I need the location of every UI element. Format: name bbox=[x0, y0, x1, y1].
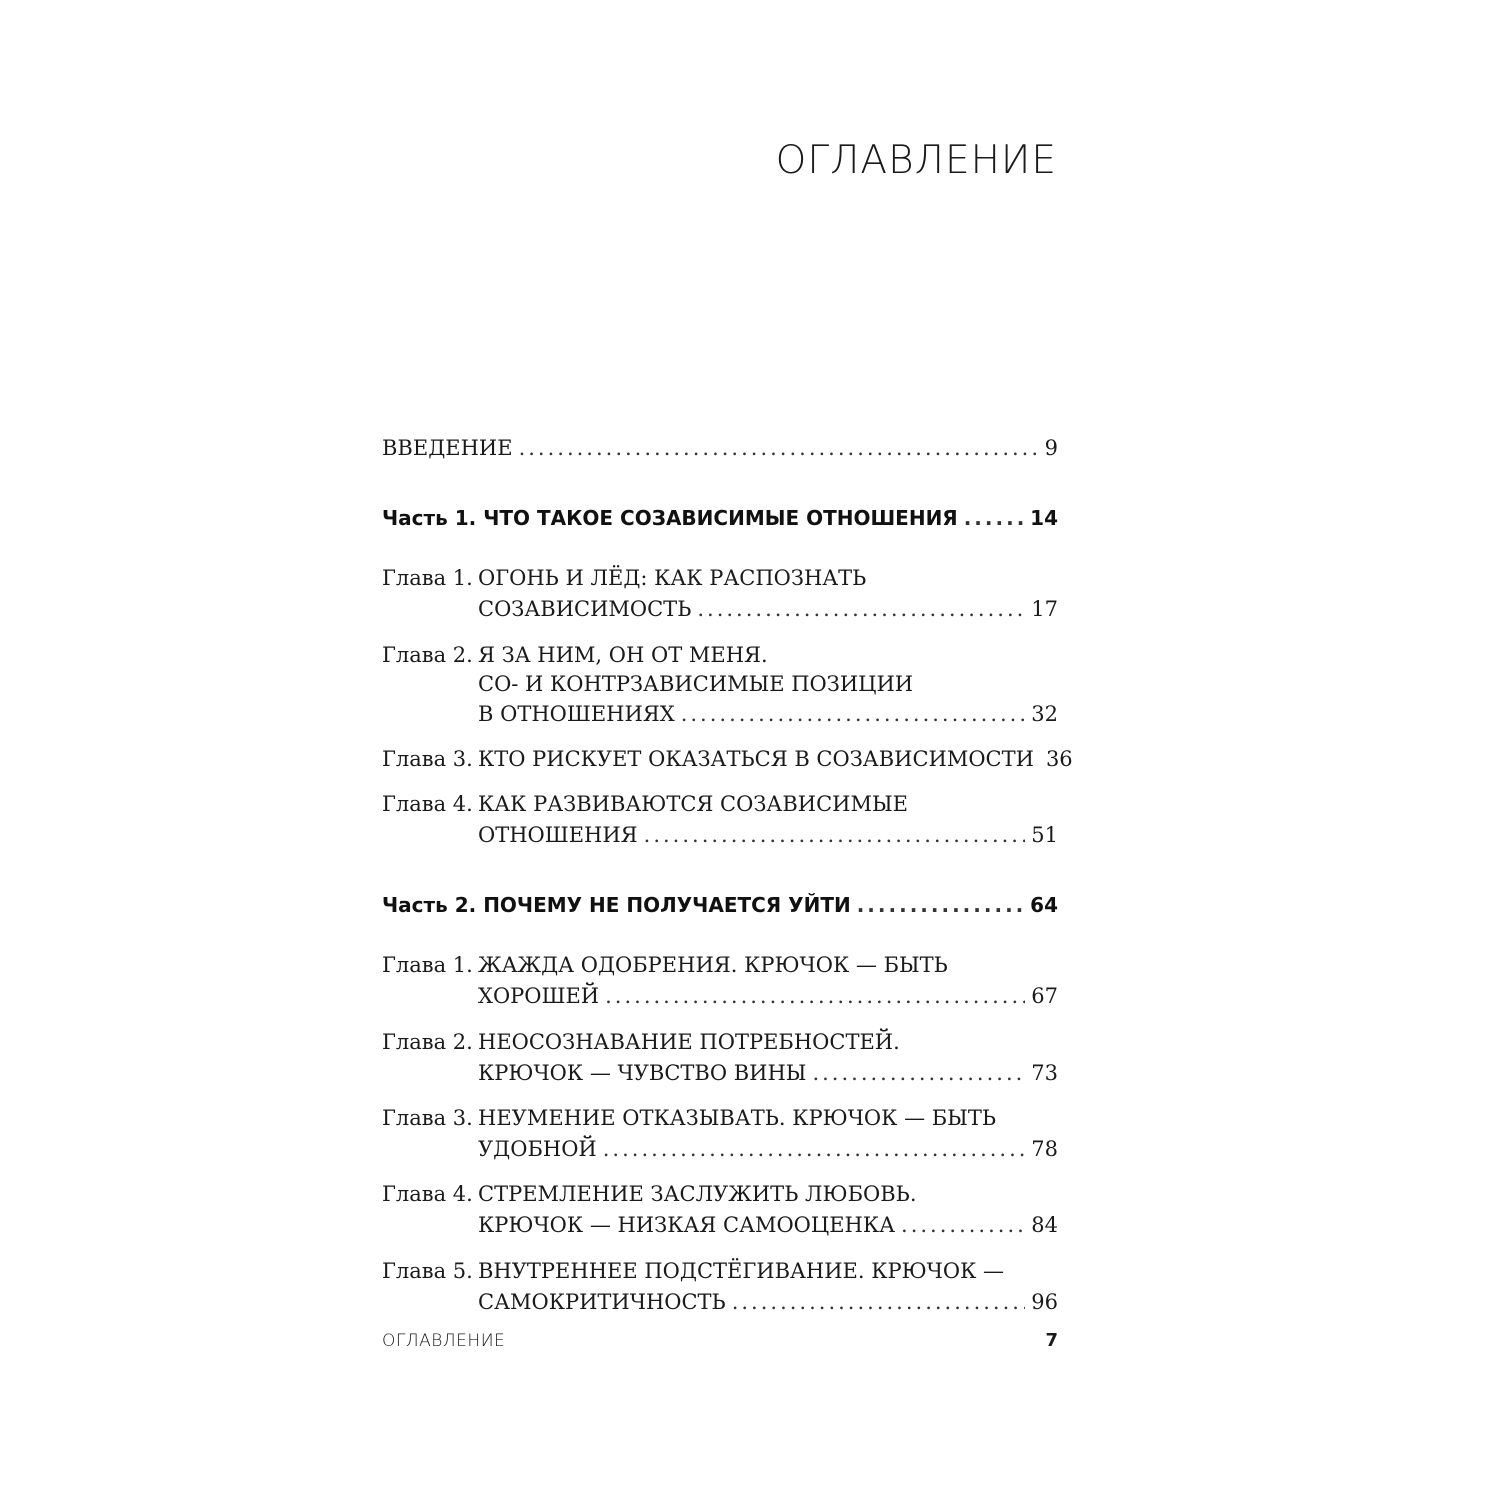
dot-leader bbox=[964, 506, 1024, 530]
running-header: ОГЛАВЛЕНИЕ bbox=[382, 1331, 506, 1351]
chapter-title-line: Я ЗА НИМ, ОН ОТ МЕНЯ. bbox=[478, 643, 768, 667]
dot-leader bbox=[857, 893, 1024, 917]
dot-leader bbox=[681, 702, 1026, 726]
chapter-label: Глава 3. bbox=[382, 747, 473, 771]
toc-chapter-2-5[interactable] bbox=[382, 1259, 1058, 1291]
chapter-title-line: КРЮЧОК — НИЗКАЯ САМООЦЕНКА bbox=[478, 1213, 896, 1237]
chapter-title-line: СТРЕМЛЕНИЕ ЗАСЛУЖИТЬ ЛЮБОВЬ. bbox=[478, 1182, 917, 1206]
dot-leader bbox=[732, 1290, 1026, 1314]
toc-part-2[interactable] bbox=[382, 893, 1058, 925]
chapter-page: 78 bbox=[1031, 1137, 1058, 1161]
toc-chapter-2-4-cont[interactable] bbox=[382, 1213, 1058, 1245]
chapter-label: Глава 2. bbox=[382, 643, 473, 667]
chapter-label: Глава 3. bbox=[382, 1106, 473, 1130]
entry-page: 9 bbox=[1044, 436, 1058, 460]
chapter-page: 51 bbox=[1031, 823, 1058, 847]
chapter-page: 73 bbox=[1031, 1061, 1058, 1085]
toc-entry-introduction[interactable] bbox=[382, 436, 1058, 468]
chapter-title-line: НЕОСОЗНАВАНИЕ ПОТРЕБНОСТЕЙ. bbox=[478, 1030, 900, 1054]
dot-leader bbox=[697, 597, 1025, 621]
dot-leader bbox=[605, 984, 1025, 1008]
part-title: Часть 1. ЧТО ТАКОЕ СОЗАВИСИМЫЕ ОТНОШЕНИЯ bbox=[382, 506, 958, 530]
chapter-title-line: СО- И КОНТРЗАВИСИМЫЕ ПОЗИЦИИ bbox=[478, 672, 914, 696]
dot-leader bbox=[644, 823, 1026, 847]
chapter-page: 84 bbox=[1031, 1213, 1058, 1237]
dot-leader bbox=[519, 436, 1039, 460]
chapter-title-line: НЕУМЕНИЕ ОТКАЗЫВАТЬ. КРЮЧОК — БЫТЬ bbox=[478, 1106, 996, 1130]
chapter-title-line: ВНУТРЕННЕЕ ПОДСТЁГИВАНИЕ. КРЮЧОК — bbox=[478, 1259, 1005, 1283]
toc-chapter-2-2[interactable] bbox=[382, 1030, 1058, 1062]
toc-chapter-1-4-cont[interactable] bbox=[382, 823, 1058, 855]
dot-leader bbox=[812, 1061, 1025, 1085]
toc-chapter-2-4[interactable] bbox=[382, 1182, 1058, 1214]
chapter-page: 96 bbox=[1031, 1290, 1058, 1314]
chapter-title-line: ЖАЖДА ОДОБРЕНИЯ. КРЮЧОК — БЫТЬ bbox=[478, 953, 948, 977]
chapter-title-line: УДОБНОЙ bbox=[478, 1137, 597, 1161]
chapter-label: Глава 2. bbox=[382, 1030, 473, 1054]
toc-chapter-1-1[interactable] bbox=[382, 566, 1058, 598]
chapter-page: 36 bbox=[1045, 747, 1073, 771]
part-title: Часть 2. ПОЧЕМУ НЕ ПОЛУЧАЕТСЯ УЙТИ bbox=[382, 893, 851, 917]
toc-chapter-1-2[interactable] bbox=[382, 643, 1058, 675]
dot-leader bbox=[603, 1137, 1026, 1161]
chapter-page: 67 bbox=[1031, 984, 1058, 1008]
chapter-label: Глава 1. bbox=[382, 566, 473, 590]
toc-chapter-2-1[interactable] bbox=[382, 953, 1058, 985]
page-title: ОГЛАВЛЕНИЕ bbox=[775, 138, 1057, 183]
chapter-title-line: ОТНОШЕНИЯ bbox=[478, 823, 638, 847]
chapter-title-line: КТО РИСКУЕТ ОКАЗАТЬСЯ В СОЗАВИСИМОСТИ bbox=[478, 747, 1034, 771]
toc-chapter-1-4[interactable] bbox=[382, 792, 1058, 824]
page-number: 7 bbox=[1045, 1330, 1058, 1351]
chapter-page: 17 bbox=[1031, 597, 1058, 621]
toc-chapter-2-2-cont[interactable] bbox=[382, 1061, 1058, 1093]
toc-chapter-2-3-cont[interactable] bbox=[382, 1137, 1058, 1169]
part-page: 64 bbox=[1030, 893, 1058, 917]
entry-title: ВВЕДЕНИЕ bbox=[382, 436, 513, 460]
chapter-label: Глава 1. bbox=[382, 953, 473, 977]
chapter-title-line: КРЮЧОК — ЧУВСТВО ВИНЫ bbox=[478, 1061, 807, 1085]
toc-chapter-2-3[interactable] bbox=[382, 1106, 1058, 1138]
table-of-contents bbox=[382, 0, 1073, 1500]
chapter-title-line: СОЗАВИСИМОСТЬ bbox=[478, 597, 692, 621]
chapter-title-line: В ОТНОШЕНИЯХ bbox=[478, 702, 675, 726]
chapter-title-line: КАК РАЗВИВАЮТСЯ СОЗАВИСИМЫЕ bbox=[478, 792, 908, 816]
chapter-page: 32 bbox=[1031, 702, 1058, 726]
toc-chapter-1-2-cont[interactable] bbox=[382, 672, 1058, 704]
chapter-title-line: ОГОНЬ И ЛЁД: КАК РАСПОЗНАТЬ bbox=[478, 566, 867, 590]
part-page: 14 bbox=[1030, 506, 1058, 530]
toc-part-1[interactable] bbox=[382, 506, 1058, 538]
chapter-title-line: САМОКРИТИЧНОСТЬ bbox=[478, 1290, 726, 1314]
page-footer bbox=[382, 1330, 1058, 1351]
toc-chapter-2-5-cont[interactable] bbox=[382, 1290, 1058, 1322]
chapter-label: Глава 4. bbox=[382, 792, 473, 816]
toc-chapter-1-3[interactable] bbox=[382, 747, 1073, 779]
toc-chapter-1-2-cont2[interactable] bbox=[382, 702, 1058, 734]
chapter-label: Глава 5. bbox=[382, 1259, 473, 1283]
toc-chapter-1-1-cont[interactable] bbox=[382, 597, 1058, 629]
chapter-title-line: ХОРОШЕЙ bbox=[478, 984, 600, 1008]
toc-chapter-2-1-cont[interactable] bbox=[382, 984, 1058, 1016]
dot-leader bbox=[901, 1213, 1025, 1237]
chapter-label: Глава 4. bbox=[382, 1182, 473, 1206]
